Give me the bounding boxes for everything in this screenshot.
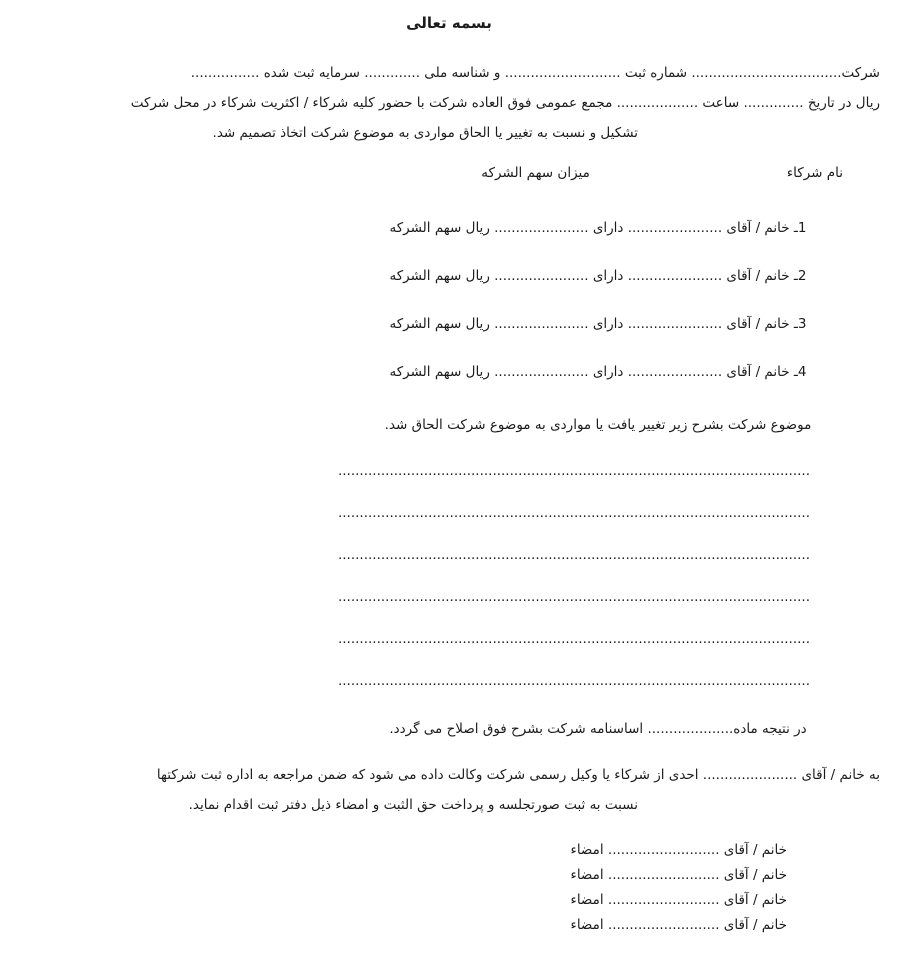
signature-line: خانم / آقای .......................... امضاء bbox=[570, 842, 787, 858]
blank-line: .............................................................................................................. bbox=[337, 673, 810, 689]
authorization-line-2: نسبت به ثبت صورتجلسه و پرداخت حق الثبت و امضاء ذیل دفتر ثبت اقدام نماید. bbox=[188, 797, 638, 813]
signature-line: خانم / آقای .......................... امضاء bbox=[570, 917, 787, 933]
blank-line: .............................................................................................................. bbox=[337, 463, 810, 479]
blank-line: .............................................................................................................. bbox=[337, 505, 810, 521]
page bbox=[0, 14, 898, 964]
intro-line-3: تشکیل و نسبت به تغییر یا الحاق مواردی به موضوع شرکت اتخاذ تصمیم شد. bbox=[212, 125, 638, 141]
signatures-block bbox=[0, 838, 898, 938]
partner-row: 2ـ خانم / آقای ...................... دارای ...................... ریال سهم الشرکه bbox=[389, 268, 807, 284]
authorization-paragraph bbox=[18, 760, 880, 820]
intro-line-2: ریال در تاریخ .............. ساعت ................... مجمع عمومی فوق العاده شرکت با حضور کلیه شرکاء / اکثریت شرکاء در محل شرکت bbox=[130, 95, 880, 111]
blank-line: .............................................................................................................. bbox=[337, 589, 810, 605]
subject-change-line: موضوع شرکت بشرح زیر تغییر یافت یا مواردی به موضوع شرکت الحاق شد. bbox=[384, 417, 812, 433]
partner-row: 3ـ خانم / آقای ...................... دارای ...................... ریال سهم الشرکه bbox=[389, 316, 807, 332]
partner-row: 1ـ خانم / آقای ...................... دارای ...................... ریال سهم الشرکه bbox=[389, 220, 807, 236]
partners-name-header: نام شرکاء bbox=[786, 165, 843, 181]
signature-line: خانم / آقای .......................... امضاء bbox=[570, 892, 787, 908]
subject-blank-lines bbox=[0, 450, 898, 702]
document-title: بسمه تعالی bbox=[406, 14, 492, 32]
blank-line: .............................................................................................................. bbox=[337, 547, 810, 563]
authorization-line-1: به خانم / آقای ...................... احدی از شرکاء یا وکیل رسمی شرکت وکالت داده می شود که ضمن مراجعه به اداره ثبت شرکتها bbox=[156, 767, 880, 783]
blank-line: .............................................................................................................. bbox=[337, 631, 810, 647]
partners-table-header bbox=[0, 162, 898, 184]
partner-row: 4ـ خانم / آقای ...................... دارای ...................... ریال سهم الشرکه bbox=[389, 364, 807, 380]
amendment-line: در نتیجه ماده.................... اساسنامه شرکت بشرح فوق اصلاح می گردد. bbox=[389, 721, 807, 737]
partners-table bbox=[0, 204, 898, 396]
partners-share-header: میزان سهم الشرکه bbox=[481, 165, 590, 181]
signature-line: خانم / آقای .......................... امضاء bbox=[570, 867, 787, 883]
intro-paragraph bbox=[18, 58, 880, 148]
intro-line-1: شرکت................................... شماره ثبت ........................... و شناسه ملی ............. سرمایه ثبت شده ................ bbox=[190, 65, 880, 81]
